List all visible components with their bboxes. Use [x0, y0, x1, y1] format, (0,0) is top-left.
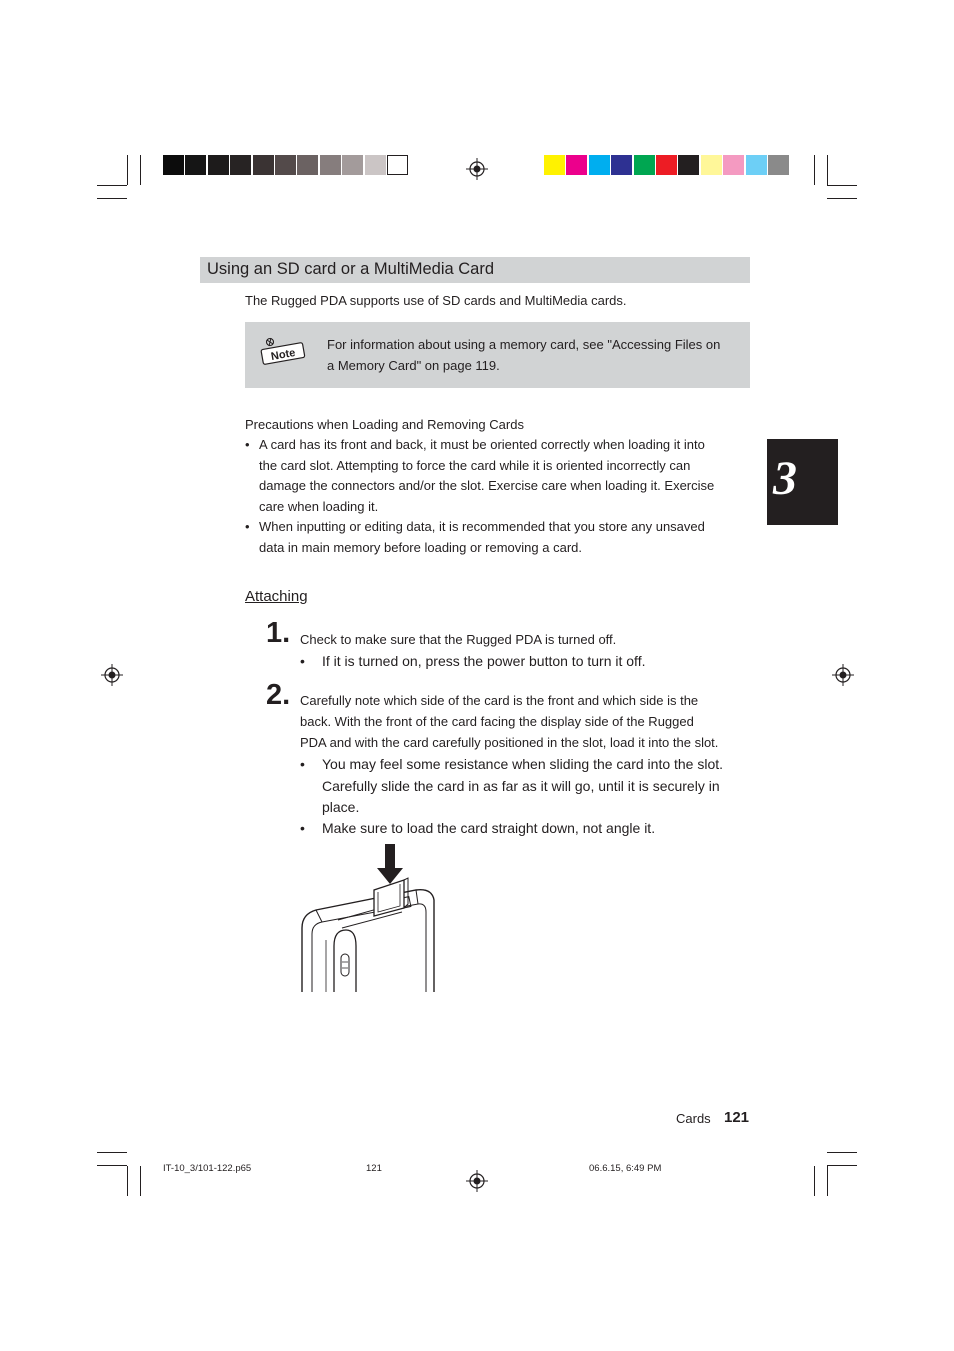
footer-section-label: Cards: [676, 1111, 711, 1126]
step-number: 2.: [266, 679, 291, 711]
note-badge-icon: [259, 336, 307, 366]
color-swatch: [656, 155, 677, 175]
color-swatch: [297, 155, 318, 175]
step-sub-bullet: [300, 651, 745, 673]
step-sub-bullet: [300, 754, 745, 819]
color-swatch: [566, 155, 587, 175]
bullet-icon: •: [300, 653, 305, 669]
color-swatch: [185, 155, 206, 175]
crop-mark: [140, 1166, 141, 1196]
chapter-tab: [767, 439, 838, 525]
grayscale-color-bar: [163, 155, 409, 175]
step-sub-bullet: [300, 818, 745, 840]
slug-timestamp: 06.6.15, 6:49 PM: [589, 1163, 662, 1174]
precautions-heading: Precautions when Loading and Removing Cards: [245, 417, 524, 432]
color-swatch: [723, 155, 744, 175]
color-swatch: [544, 155, 565, 175]
crop-mark: [827, 185, 857, 186]
color-swatch: [611, 155, 632, 175]
bullet-icon: •: [300, 756, 305, 772]
step-text: [300, 691, 750, 753]
step-text: Check to make sure that the Rugged PDA is turned off.: [300, 632, 617, 647]
list-item-line: care when loading it.: [259, 498, 379, 514]
crop-mark: [127, 155, 128, 185]
step-text-line: PDA and with the card carefully positioned in the slot, load it into the slot.: [300, 734, 719, 750]
crop-mark: [814, 1166, 815, 1196]
color-swatch: [634, 155, 655, 175]
color-swatch: [275, 155, 296, 175]
list-item: [245, 435, 750, 517]
step-number: 1.: [266, 617, 291, 649]
note-text: [327, 334, 742, 376]
precautions-list: [245, 435, 750, 559]
crop-mark: [827, 1165, 857, 1166]
list-item-line: the card slot. Attempting to force the card while it is oriented incorrectly can: [259, 457, 691, 473]
color-swatch: [253, 155, 274, 175]
section-heading-band: [200, 257, 750, 283]
chapter-number: 3: [773, 452, 797, 505]
color-swatch: [163, 155, 184, 175]
down-arrow-icon: [377, 844, 403, 884]
bullet-icon: •: [245, 519, 250, 535]
note-badge-label: Note: [270, 346, 297, 364]
step-sub-bullet-line: place.: [322, 799, 360, 815]
crop-mark: [97, 185, 127, 186]
color-swatch: [230, 155, 251, 175]
process-color-bar: [544, 155, 790, 175]
color-swatch: [365, 155, 386, 175]
step-sub-bullet-text: [300, 754, 745, 819]
note-box: [245, 322, 750, 388]
step-text-line: back. With the front of the card facing the display side of the Rugged: [300, 713, 694, 729]
crop-mark: [827, 1166, 828, 1196]
color-swatch: [768, 155, 789, 175]
slug-filename: IT-10_3/101-122.p65: [163, 1163, 252, 1174]
crop-mark: [827, 155, 828, 185]
color-swatch: [746, 155, 767, 175]
bullet-icon: •: [245, 437, 250, 452]
crop-mark: [97, 1165, 127, 1166]
registration-mark-icon: [101, 664, 123, 686]
list-item-line: When inputting or editing data, it is recommended that you store any unsaved: [259, 519, 705, 535]
page-number: 121: [724, 1109, 750, 1126]
list-item-line: data in main memory before loading or removing a card.: [259, 539, 582, 555]
color-swatch: [589, 155, 610, 175]
crop-mark: [97, 1152, 127, 1153]
section-title: Using an SD card or a MultiMedia Card: [207, 260, 495, 278]
registration-mark-icon: [466, 1170, 488, 1192]
color-swatch: [320, 155, 341, 175]
crop-mark: [827, 1152, 857, 1153]
crop-mark: [827, 198, 857, 199]
color-swatch: [208, 155, 229, 175]
crop-mark: [97, 198, 127, 199]
step-sub-bullet-text: If it is turned on, press the power button to turn it off.: [322, 653, 646, 669]
intro-paragraph: The Rugged PDA supports use of SD cards and MultiMedia cards.: [245, 293, 627, 308]
color-swatch: [701, 155, 722, 175]
registration-mark-icon: [832, 664, 854, 686]
step-text-line: Carefully note which side of the card is the front and which side is the: [300, 693, 699, 708]
crop-mark: [127, 1166, 128, 1196]
note-line: For information about using a memory card, see "Accessing Files on: [327, 337, 721, 352]
attaching-heading: Attaching: [245, 588, 308, 605]
step-sub-bullet-line: You may feel some resistance when sliding the card into the slot.: [322, 756, 724, 772]
registration-mark-icon: [466, 158, 488, 180]
list-item-line: damage the connectors and/or the slot. Exercise care when loading it. Exercise: [259, 478, 715, 494]
crop-mark: [814, 155, 815, 185]
note-line: a Memory Card" on page 119.: [327, 358, 500, 373]
color-swatch: [342, 155, 363, 175]
step-sub-bullet-line: Carefully slide the card in as far as it will go, until it is securely in: [322, 777, 720, 794]
crop-mark: [140, 155, 141, 185]
list-item: [245, 517, 750, 558]
color-swatch: [387, 155, 408, 175]
pda-card-insertion-illustration: [298, 842, 438, 994]
list-item-line: A card has its front and back, it must be oriented correctly when loading it into: [259, 437, 705, 452]
bullet-icon: •: [300, 820, 305, 836]
slug-page: 121: [366, 1163, 382, 1174]
step-sub-bullet-text: Make sure to load the card straight down, not angle it.: [322, 820, 656, 836]
color-swatch: [678, 155, 699, 175]
